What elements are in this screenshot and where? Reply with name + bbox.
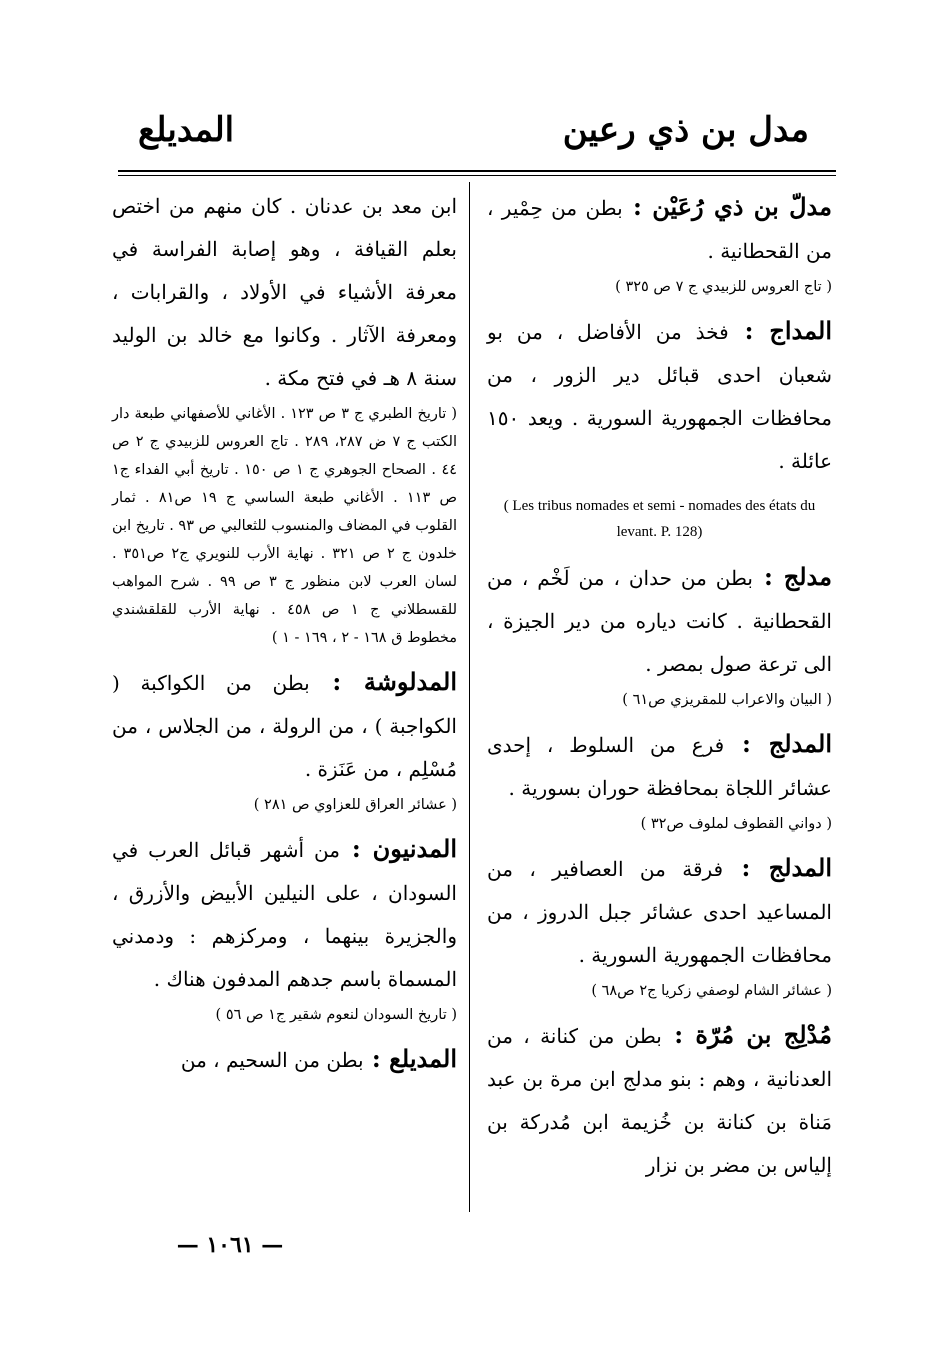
entry-paragraph — [487, 1013, 832, 1187]
entry-text: ابن معد بن عدنان . كان منهم من اختص بعلم القيافة ، وهو إصابة الفراسة في معرفة الأشياء في الأولاد ، والقرابات ، ومعرفة الآثار . وكانوا مع خالد بن الوليد سنة ٨ هـ في فتح مكة . — [112, 194, 457, 390]
entry-paragraph — [487, 555, 832, 686]
entry-paragraph — [487, 185, 832, 273]
entry-text: بطن من السحيم ، من — [180, 1048, 364, 1072]
reference-citation: ( البيان والاعراب للمقريزي ص٦١ ) — [622, 692, 832, 708]
entry-paragraph — [487, 846, 832, 977]
entry-heading: المدلوشة : — [309, 667, 457, 696]
reference-citation: ( عشائر العراق للعزاوي ص ٢٨١ ) — [253, 797, 457, 813]
entry-heading: مُدْلِج بن مُرّة : — [661, 1020, 832, 1049]
entry-text: بطن من حِمْير ، من القحطانية . — [487, 196, 832, 263]
entry-text: فرع من السلوط ، إحدى عشائر اللجاة بمحافظة حوران بسورية . — [487, 733, 832, 800]
entry-paragraph — [487, 722, 832, 810]
reference-citation: ( Les tribus nomades et semi - nomades des états du levant. P. 128) — [503, 498, 816, 540]
entry-text: من أشهر قبائل العرب في السودان ، على النيلين الأبيض والأزرق ، والجزيرة بينهما ، ومركزهم : ودمدني المسماة باسم جدهم المدفون هناك . — [112, 838, 457, 991]
reference-citation: ( عشائر الشام لوصفي زكريا ج٢ ص٦٨ ) — [591, 983, 832, 999]
page-number: — ١٠٦١ — — [176, 1232, 284, 1258]
entry-heading: المداج : — [728, 316, 833, 345]
entry-paragraph — [112, 660, 457, 791]
reference-citation: ( دواني القطوف لملوف ص٣٢ ) — [640, 816, 832, 832]
reference-citation: ( تاج العروس للزبيدي ج ٧ ص ٣٢٥ ) — [615, 279, 832, 295]
reference-citation: ( تاريخ السودان لنعوم شقير ج١ ص ٥٦ ) — [215, 1007, 457, 1023]
entry-heading: المدلج : — [724, 729, 832, 758]
header-rule-thin — [118, 175, 836, 176]
entry-paragraph — [112, 827, 457, 1001]
header-rule — [118, 170, 836, 172]
entry-heading: المدلج : — [723, 853, 833, 882]
entry-heading: المديلع : — [363, 1044, 457, 1073]
entry-paragraph — [112, 185, 457, 400]
entry-text: فرقة من العصافير ، من المساعيد احدى عشائر جبل الدروز ، من محافظات الجمهورية السورية . — [487, 857, 832, 967]
entry-paragraph — [487, 309, 832, 483]
column-divider — [469, 182, 470, 1212]
entry-text: بطن من حدان ، من لَخْم ، من القحطانية . كانت دياره من دير الجيزة ، الى ترعة صول بمصر . — [487, 566, 832, 676]
left-column — [112, 185, 457, 1082]
entry-heading: المدنيون : — [339, 834, 458, 863]
running-head-left: المديلع — [138, 110, 235, 150]
entry-heading: مدلّ بن ذي رُعَيْن : — [622, 192, 832, 221]
entry-text: بطن من الكواكبة ( الكواجبة ) ، من الرولة ، من الجلاس ، من مُسْلِم ، من عَنَزة . — [112, 671, 457, 781]
running-head-right: مدل بن ذي رعين — [562, 110, 809, 150]
entry-paragraph — [112, 1037, 457, 1082]
entry-heading: مدلج : — [753, 562, 833, 591]
entry-text: فخذ من الأفاضل ، من بو شعبان احدى قبائل دير الزور ، من محافظات الجمهورية السورية . ويعد ١٥٠ عائلة . — [487, 320, 832, 473]
right-column — [487, 185, 832, 1187]
reference-citation: ( تاريخ الطبري ج ٣ ص ١٢٣ . الأغاني للأصفهاني طبعة دار الكتب ج ٧ ض ٢٨٧، ٢٨٩ . تاج العروس للزبيدي ج ٢ ص ٤٤ . الصحاح الجوهري ج ١ ص ١٥٠ . تاريخ أبي الفداء ج١ ص ١١٣ . الأغاني طبعة الساسي ج ١٩ ص٨١ . ثمار القلوب في المضاف والمنسوب للثعالبي ص ٩٣ . تاريخ ابن خلدون ج ٢ ص ٣٢١ . نهاية الأرب للنويري ج٢ ص٣٥١ . لسان العرب لابن منظور ج ٣ ص ٩٩ . شرح المواهب للقسطلاني ج ١ ص ٤٥٨ . نهاية الأرب للقلقشندي مخطوط ق ١٦٨ - ٢ ، ١٦٩ - ١ ) — [112, 406, 458, 646]
entry-text: بطن من كنانة ، من العدنانية ، وهم : بنو مدلج ابن مرة بن عبد مَناة بن كنانة بن خُزيمة ابن مُدركة بن إلياس بن مضر بن نزار — [487, 1024, 832, 1177]
